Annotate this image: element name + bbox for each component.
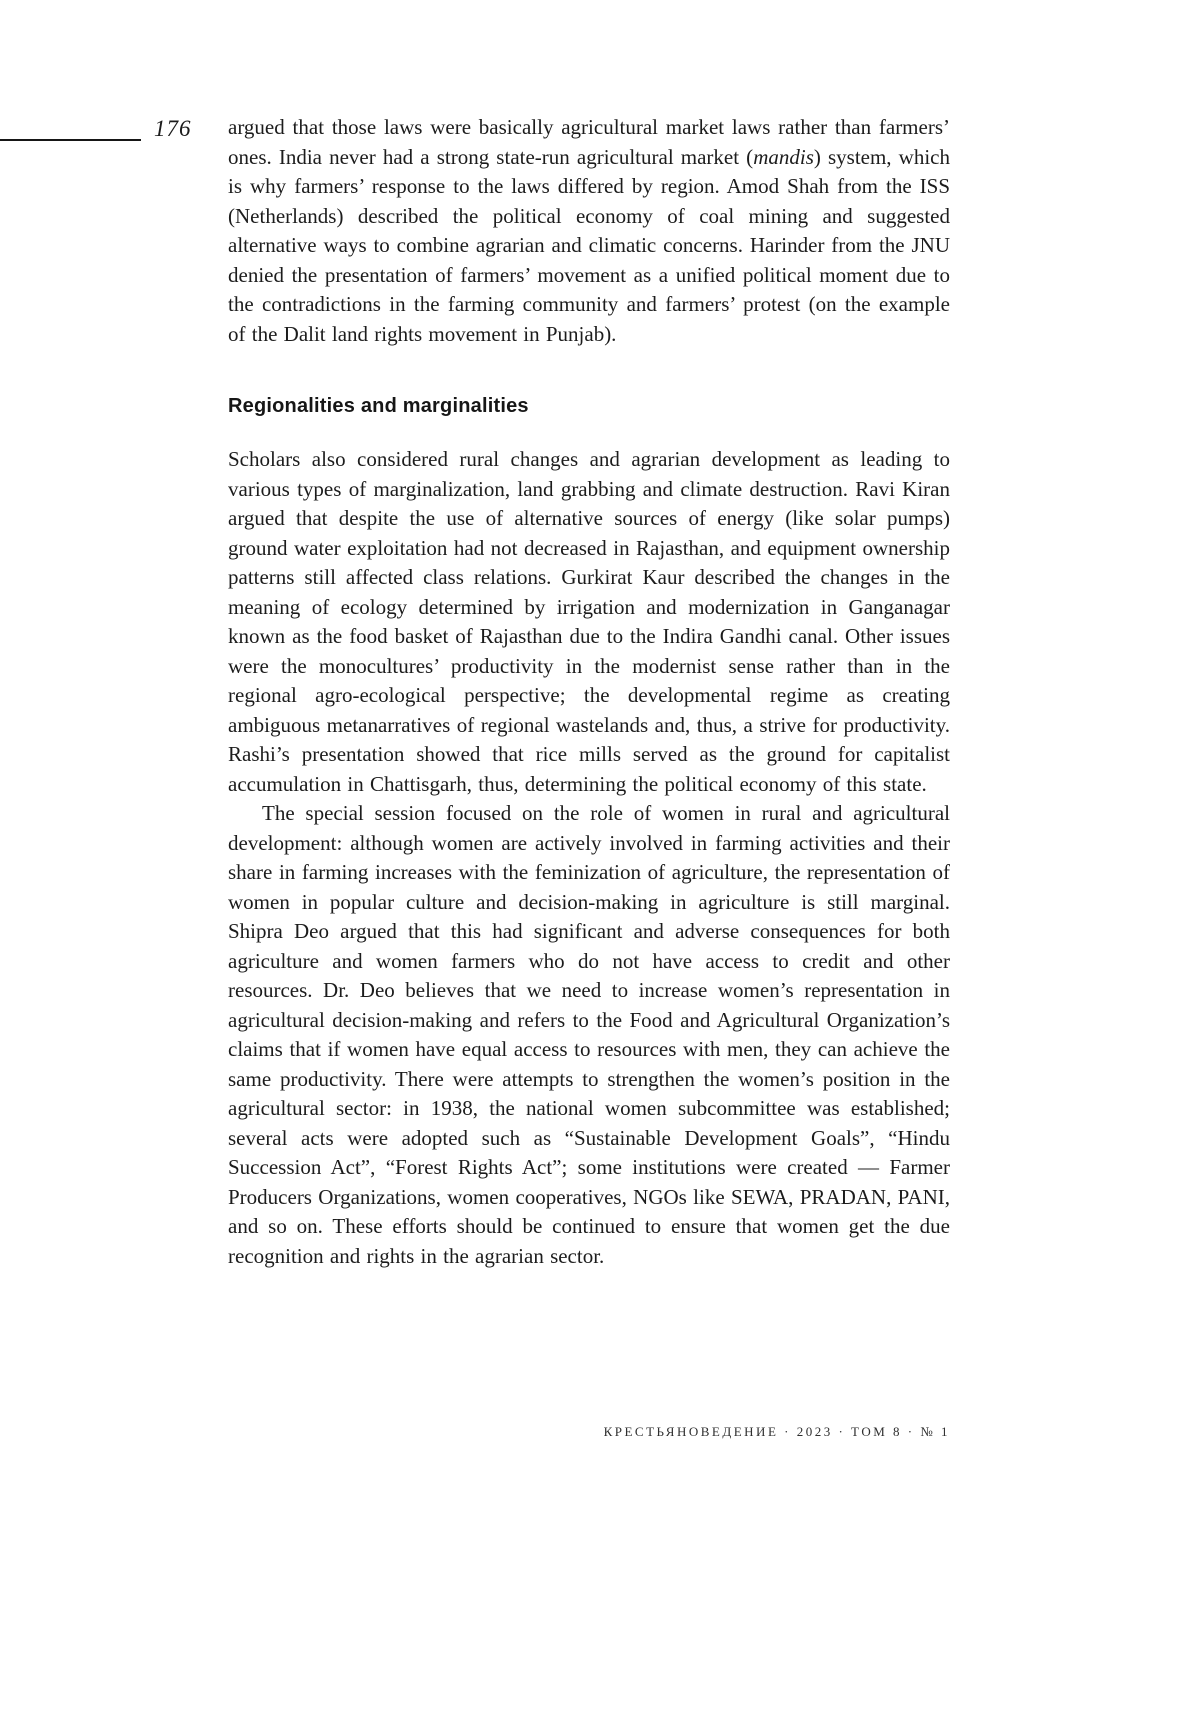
italic-term-mandis: mandis: [753, 144, 814, 169]
paragraph-continuation-text-b: ) system, which is why farmers’ response to the laws differed by region. Amod Shah from the ISS (Netherlands) described the political economy of coal mining and suggested alternative ways to combine agrarian and climatic concerns. Harinder from the JNU denied the presentation of farmers’ movement as a unified political moment due to the contradictions in the farming community and farmers’ protest (on the example of the Dalit land rights movement in Punjab).: [228, 144, 950, 346]
section-heading: Regionalities and marginalities: [228, 395, 529, 417]
paragraph-special-session: The special session focused on the role of women in rural and agricultural development: although women are actively involved in farming activities and their share in farming increases with the feminization of agriculture, the representation of women in popular culture and decision-making in agriculture is still marginal. Shipra Deo argued that this had significant and adverse consequences for both agriculture and women farmers who do not have access to credit and other resources. Dr. Deo believes that we need to increase women’s representation in agricultural decision-making and refers to the Food and Agricultural Organization’s claims that if women have equal access to resources with men, they can achieve the same productivity. There were attempts to strengthen the women’s position in the agricultural sector: in 1938, the national women subcommittee was established; several acts were adopted such as “Sustainable Development Goals”, “Hindu Succession Act”, “Forest Rights Act”; some institutions were created — Farmer Producers Organizations, women cooperatives, NGOs like SEWA, PRADAN, PANI, and so on. These efforts should be continued to ensure that women get the due recognition and rights in the agrarian sector.: [228, 801, 950, 1268]
paragraph-continuation-text-a: argued that those laws were basically agricultural market laws rather than farmers’ ones. India never had a strong state-run agricultural market (: [228, 115, 950, 169]
page-number: 176: [154, 116, 192, 141]
margin-rule: [0, 139, 141, 141]
paragraph-continuation: [228, 113, 950, 349]
paragraph-scholars: Scholars also considered rural changes and agrarian development as leading to various types of marginalization, land grabbing and climate destruction. Ravi Kiran argued that despite the use of alternative sources of energy (like solar pumps) ground water exploitation had not decreased in Rajasthan, and equipment ownership patterns still affected class relations. Gurkirat Kaur described the changes in the meaning of ecology determined by irrigation and modernization in Ganganagar known as the food basket of Rajasthan due to the Indira Gandhi canal. Other issues were the monocultures’ productivity in the modernist sense rather than in the regional agro-ecological perspective; the developmental regime as creating ambiguous metanarratives of regional wastelands and, thus, a strive for productivity. Rashi’s presentation showed that rice mills served as the ground for capitalist accumulation in Chattisgarh, thus, determining the political economy of this state.: [228, 447, 950, 796]
text-column: [228, 113, 950, 1271]
journal-footer-line: КРЕСТЬЯНОВЕДЕНИЕ · 2023 · ТОМ 8 · № 1: [603, 1424, 950, 1439]
